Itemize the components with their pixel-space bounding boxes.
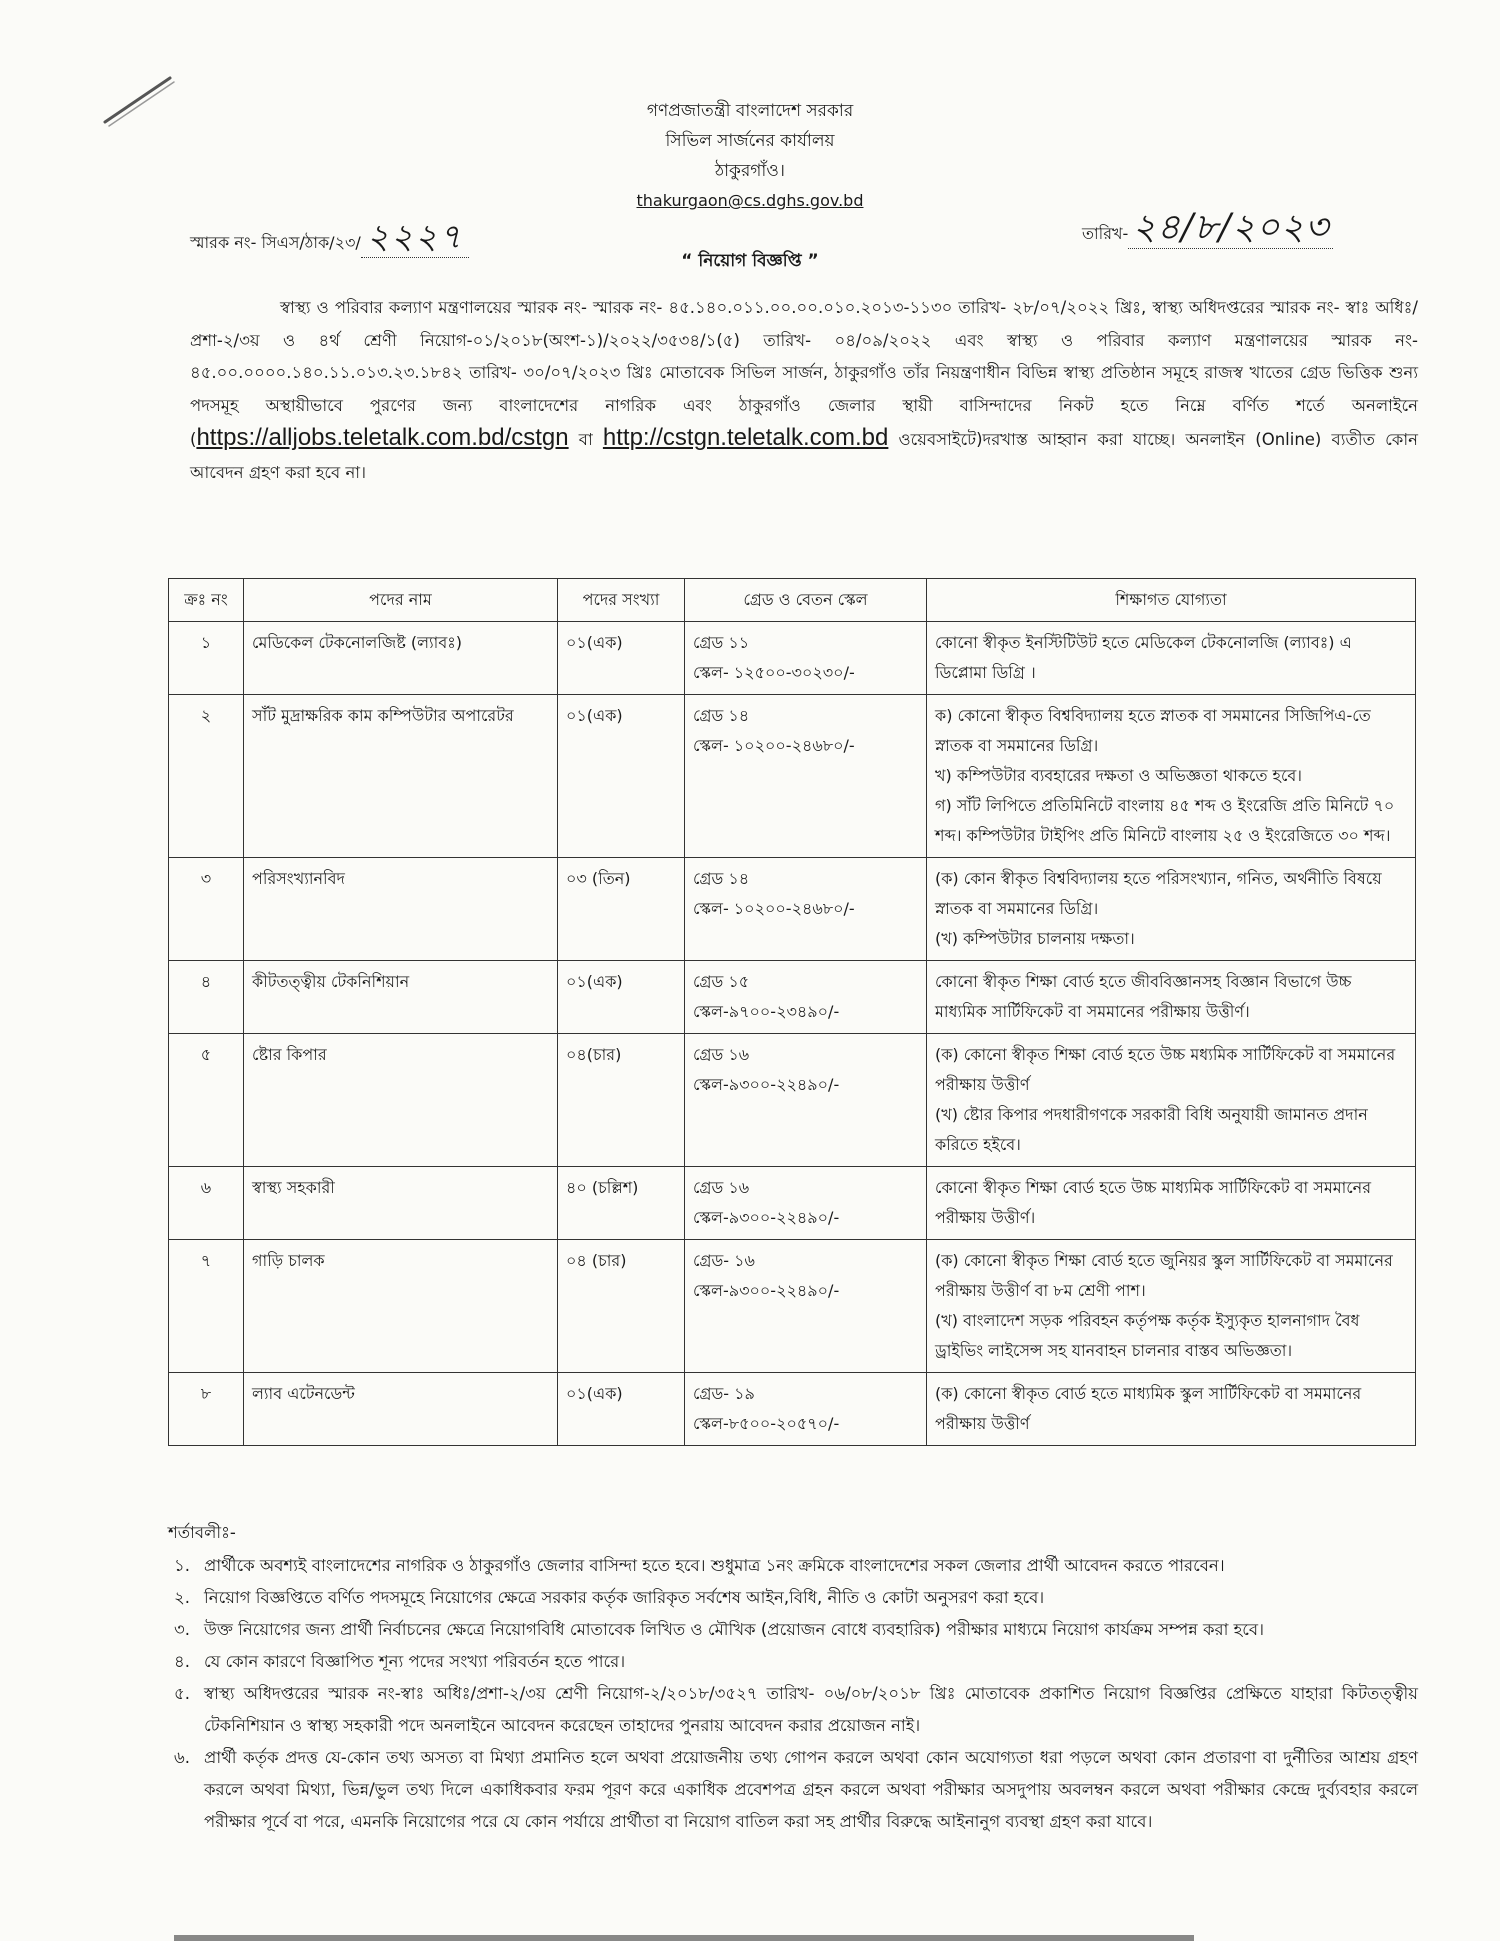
row-grade-scale (685, 1034, 927, 1167)
row-serial: ১ (169, 622, 244, 695)
row-scale: স্কেল-৯৭০০-২৩৪৯০/- (693, 1002, 840, 1021)
row-qualification (927, 961, 1416, 1034)
row-post-count: ০১(এক) (558, 1373, 685, 1446)
cut-off-text-line (174, 1930, 1194, 1941)
term-number: ১. (174, 1556, 190, 1575)
term-text: প্রার্থী কর্তৃক প্রদত্ত যে-কোন তথ্য অসত্য বা মিথ্যা প্রমানিত হলে অথবা প্রয়োজনীয় তথ্য গোপন করলে অথবা কোন অযোগ্যতা ধরা পড়লে অথবা কোন প্রতারণা বা দুর্নীতির আশ্রয় গ্রহণ করলে অথবা মিথ্যা, ভিন্ন/ভুল তথ্য দিলে একাধিকবার ফরম পূরণ করে একাধিক প্রবেশপত্র গ্রহন করলে অথবা পরীক্ষার অসদুপায় অবলম্বন করলে অথবা পরীক্ষার কেন্দ্রে দুর্ব্যবহার করলে পরীক্ষার পূর্বে বা পরে, এমনকি নিয়োগের পরে যে কোন পর্যায়ে প্রার্থীতা বা নিয়োগ বাতিল করা সহ প্রার্থীর বিরুদ্ধে আইনানুগ ব্যবস্থা গ্রহণ করা যাবে। (204, 1748, 1418, 1831)
term-text: নিয়োগ বিজ্ঞপ্তিতে বর্ণিত পদসমূহে নিয়োগের ক্ষেত্রে সরকার কর্তৃক জারিকৃত সর্বশেষ আইন,বিধি, নীতি ও কোটা অনুসরণ করা হবে। (204, 1588, 1045, 1607)
row-scale: স্কেল-৯৩০০-২২৪৯০/- (693, 1075, 840, 1094)
term-number: ৬. (174, 1748, 190, 1767)
memo-handwritten-number: ২২২৭ (361, 217, 469, 258)
table-header-row (169, 579, 1416, 622)
row-post-count: ০৩ (তিন) (558, 858, 685, 961)
alljobs-link[interactable]: https://alljobs.teletalk.com.bd/cstgn (196, 424, 569, 451)
row-serial: ৭ (169, 1240, 244, 1373)
intro-paragraph (190, 292, 1418, 489)
term-text: উক্ত নিয়োগের জন্য প্রার্থী নির্বাচনের ক্ষেত্রে নিয়োগবিধি মোতাবেক লিখিত ও মৌখিক (প্রয়োজন বোধে ব্যবহারিক) পরীক্ষার মাধ্যমে নিয়োগ কার্যক্রম সম্পন্ন করা হবে। (204, 1620, 1264, 1639)
handwritten-date: ২৪/৮/২০২৩ (1128, 207, 1333, 249)
col-post-name: পদের নাম (244, 579, 558, 622)
row-scale: স্কেল-৯৩০০-২২৪৯০/- (693, 1208, 840, 1227)
row-qualification (927, 622, 1416, 695)
terms-list (174, 1550, 1418, 1838)
term-item (174, 1550, 1418, 1582)
row-grade-scale (685, 858, 927, 961)
col-qualification: শিক্ষাগত যোগ্যতা (927, 579, 1416, 622)
qualification-line: খ) কম্পিউটার ব্যবহারের দক্ষতা ও অভিজ্ঞতা থাকতে হবে। (935, 766, 1303, 785)
row-grade: গ্রেড- ১৬ (693, 1251, 755, 1270)
cstgn-link[interactable]: http://cstgn.teletalk.com.bd (602, 424, 889, 451)
row-serial: ৫ (169, 1034, 244, 1167)
qualification-line: (ক) কোনো স্বীকৃত শিক্ষা বোর্ড হতে উচ্চ মধ্যমিক সার্টিফিকেট বা সমমানের পরীক্ষায় উত্তীর্ণ (935, 1045, 1396, 1094)
row-qualification (927, 1240, 1416, 1373)
row-qualification (927, 1034, 1416, 1167)
table-row (169, 695, 1416, 858)
row-qualification (927, 1373, 1416, 1446)
term-item (174, 1742, 1418, 1838)
intro-text-end: ওয়েবসাইটে)দরখাস্ত আহ্বান করা যাচ্ছে। অনলাইন (Online) ব্যতীত কোন আবেদন গ্রহণ করা হবে না। (190, 430, 1418, 482)
date-label: তারিখ- (1082, 224, 1129, 243)
table-row (169, 1240, 1416, 1373)
row-grade: গ্রেড ১৬ (693, 1045, 750, 1064)
office-name: সিভিল সার্জনের কার্যালয় (665, 131, 835, 151)
row-grade: গ্রেড ১৪ (693, 706, 750, 725)
row-grade-scale (685, 695, 927, 858)
table-row (169, 858, 1416, 961)
qualification-line: (ক) কোনো স্বীকৃত শিক্ষা বোর্ড হতে জুনিয়র স্কুল সার্টিফিকেট বা সমমানের পরীক্ষায় উত্তীর্ণ বা ৮ম শ্রেণী পাশ। (935, 1251, 1393, 1300)
row-scale: স্কেল-৮৫০০-২০৫৭০/- (693, 1414, 840, 1433)
row-grade: গ্রেড ১৬ (693, 1178, 750, 1197)
row-scale: স্কেল-৯৩০০-২২৪৯০/- (693, 1281, 840, 1300)
row-grade-scale (685, 1240, 927, 1373)
qualification-line: (খ) ষ্টোর কিপার পদধারীগণকে সরকারী বিধি অনুযায়ী জামানত প্রদান করিতে হইবে। (935, 1105, 1368, 1154)
term-text: প্রার্থীকে অবশ্যই বাংলাদেশের নাগরিক ও ঠাকুরগাঁও জেলার বাসিন্দা হতে হবে। শুধুমাত্র ১নং ক্রমিকে বাংলাদেশের সকল জেলার প্রার্থী আবেদন করতে পারবেন। (204, 1556, 1225, 1575)
qualification-line: কোনো স্বীকৃত ইনস্টিটিউট হতে মেডিকেল টেকনোলজি (ল্যাবঃ) এ ডিপ্লোমা ডিগ্রি । (935, 633, 1352, 682)
term-number: ৩. (174, 1620, 190, 1639)
table-row (169, 1373, 1416, 1446)
office-header (0, 96, 1500, 216)
row-serial: ২ (169, 695, 244, 858)
row-post-count: ৪০ (চল্লিশ) (558, 1167, 685, 1240)
col-serial: ক্রঃ নং (169, 579, 244, 622)
row-post-name: কীটতত্ত্বীয় টেকনিশিয়ান (244, 961, 558, 1034)
qualification-line: গ) সাঁট লিপিতে প্রতিমিনিটে বাংলায় ৪৫ শব্দ ও ইংরেজি প্রতি মিনিটে ৭০ শব্দ। কম্পিউটার টাইপিং প্রতি মিনিটে বাংলায় ২৫ ও ইংরেজিতে ৩০ শব্দ। (935, 796, 1395, 845)
col-post-count: পদের সংখ্যা (558, 579, 685, 622)
row-serial: ৬ (169, 1167, 244, 1240)
term-number: ৫. (174, 1684, 190, 1703)
row-post-count: ০১(এক) (558, 622, 685, 695)
row-post-name: ষ্টোর কিপার (244, 1034, 558, 1167)
term-text: যে কোন কারণে বিজ্ঞাপিত শূন্য পদের সংখ্যা পরিবর্তন হতে পারে। (204, 1652, 626, 1671)
terms-heading: শর্তাবলীঃ- (168, 1523, 236, 1542)
row-qualification (927, 1167, 1416, 1240)
term-number: ৪. (174, 1652, 190, 1671)
row-grade: গ্রেড ১৪ (693, 869, 750, 888)
qualification-line: ক) কোনো স্বীকৃত বিশ্ববিদ্যালয় হতে স্নাতক বা সমমানের সিজিপিএ-তে স্নাতক বা সমমানের ডিগ্রি। (935, 706, 1371, 755)
qualification-line: কোনো স্বীকৃত শিক্ষা বোর্ড হতে জীববিজ্ঞানসহ বিজ্ঞান বিভাগে উচ্চ মাধ্যমিক সার্টিফিকেট বা সমমানের পরীক্ষায় উত্তীর্ণ। (935, 972, 1352, 1021)
row-grade: গ্রেড ১১ (693, 633, 750, 652)
row-post-name: ল্যাব এটেনডেন্ট (244, 1373, 558, 1446)
row-post-count: ০১(এক) (558, 961, 685, 1034)
qualification-line: (খ) কম্পিউটার চালনায় দক্ষতা। (935, 929, 1135, 948)
table-row (169, 961, 1416, 1034)
row-scale: স্কেল- ১০২০০-২৪৬৮০/- (693, 736, 855, 755)
row-qualification (927, 858, 1416, 961)
intro-text: স্বাস্থ্য ও পরিবার কল্যাণ মন্ত্রণালয়ের স্মারক নং- স্মারক নং- ৪৫.১৪০.০১১.০০.০০.০১০.২০১৩-১১৩০ তারিখ- ২৮/০৭/২০২২ খ্রিঃ, স্বাস্থ্য অধিদপ্তরের স্মারক নং- স্বাঃ অধিঃ/প্রশা-২/৩য় ও ৪র্থ শ্রেণী নিয়োগ-০১/২০১৮(অংশ-১)/২০২২/৩৫৩৪/১(৫) তারিখ- ০৪/০৯/২০২২ এবং স্বাস্থ্য ও পরিবার কল্যাণ মন্ত্রণালয়ের স্মারক নং- ৪৫.০০.০০০০.১৪০.১১.০১৩.২৩.১৮৪২ তারিখ- ৩০/০৭/২০২৩ খ্রিঃ মোতাবেক সিভিল সার্জন, ঠাকুরগাঁও তাঁর নিয়ন্ত্রণাধীন বিভিন্ন স্বাস্থ্য প্রতিষ্ঠান সমূহে রাজস্ব খাতের গ্রেড ভিত্তিক শুন্য পদসমূহ অস্থায়ীভাবে পুরণের জন্য বাংলাদেশের নাগরিক এবং ঠাকুরগাঁও জেলার স্থায়ী বাসিন্দাদের নিকট হতে নিম্নে বর্ণিত শর্তে অনলাইনে ( (190, 298, 1418, 449)
row-grade-scale (685, 622, 927, 695)
memo-label: স্মারক নং- সিএস/ঠাক/২৩/ (190, 233, 361, 252)
qualification-line: (খ) বাংলাদেশ সড়ক পরিবহন কর্তৃপক্ষ কর্তৃক ইস্যুকৃত হালনাগাদ বৈধ ড্রাইভিং লাইসেন্স সহ যানবাহন চালনার বাস্তব অভিজ্ঞতা। (935, 1311, 1360, 1360)
row-serial: ৮ (169, 1373, 244, 1446)
row-grade: গ্রেড- ১৯ (693, 1384, 755, 1403)
row-post-name: গাড়ি চালক (244, 1240, 558, 1373)
notice-title: “ নিয়োগ বিজ্ঞপ্তি ” (681, 251, 819, 271)
term-item (174, 1646, 1418, 1678)
term-text: স্বাস্থ্য অধিদপ্তরের স্মারক নং-স্বাঃ অধিঃ/প্রশা-২/৩য় শ্রেণী নিয়োগ-২/২০১৮/৩৫২৭ তারিখ- ০৬/০৮/২০১৮ খ্রিঃ মোতাবেক প্রকাশিত নিয়োগ বিজ্ঞপ্তির প্রেক্ষিতে যাহারা কিটতত্ত্বীয় টেকনিশিয়ান ও স্বাস্থ্য সহকারী পদে অনলাইনে আবেদন করেছেন তাহাদের পুনরায় আবেদন করার প্রয়োজন নাই। (204, 1684, 1418, 1735)
vacancy-table (168, 578, 1416, 1446)
term-number: ২. (174, 1588, 190, 1607)
row-post-count: ০১(এক) (558, 695, 685, 858)
govt-name: গণপ্রজাতন্ত্রী বাংলাদেশ সরকার (646, 101, 854, 121)
term-item (174, 1678, 1418, 1742)
row-serial: ৪ (169, 961, 244, 1034)
office-location: ঠাকুরগাঁও। (715, 161, 785, 181)
or-text: বা (568, 430, 603, 449)
office-email-link[interactable]: thakurgaon@cs.dghs.gov.bd (636, 191, 864, 210)
row-post-count: ০৪(চার) (558, 1034, 685, 1167)
row-scale: স্কেল- ১০২০০-২৪৬৮০/- (693, 899, 855, 918)
term-item (174, 1582, 1418, 1614)
col-grade-scale: গ্রেড ও বেতন স্কেল (685, 579, 927, 622)
term-item (174, 1614, 1418, 1646)
qualification-line: (ক) কোনো স্বীকৃত বোর্ড হতে মাধ্যমিক স্কুল সার্টিফিকেট বা সমমানের পরীক্ষায় উত্তীর্ণ (935, 1384, 1362, 1433)
row-post-name: সাঁট মুদ্রাক্ষরিক কাম কম্পিউটার অপারেটর (244, 695, 558, 858)
table-row (169, 1034, 1416, 1167)
table-row (169, 622, 1416, 695)
row-post-count: ০৪ (চার) (558, 1240, 685, 1373)
row-scale: স্কেল- ১২৫০০-৩০২৩০/- (693, 663, 855, 682)
row-grade-scale (685, 1373, 927, 1446)
table-row (169, 1167, 1416, 1240)
qualification-line: কোনো স্বীকৃত শিক্ষা বোর্ড হতে উচ্চ মাধ্যমিক সার্টিফিকেট বা সমমানের পরীক্ষায় উত্তীর্ণ। (935, 1178, 1372, 1227)
row-qualification (927, 695, 1416, 858)
qualification-line: (ক) কোন স্বীকৃত বিশ্ববিদ্যালয় হতে পরিসংখ্যান, গনিত, অর্থনীতি বিষয়ে স্নাতক বা সমমানের ডিগ্রি। (935, 869, 1382, 918)
row-serial: ৩ (169, 858, 244, 961)
row-post-name: মেডিকেল টেকনোলজিষ্ট (ল্যাবঃ) (244, 622, 558, 695)
row-grade-scale (685, 1167, 927, 1240)
row-post-name: স্বাস্থ্য সহকারী (244, 1167, 558, 1240)
row-post-name: পরিসংখ্যানবিদ (244, 858, 558, 961)
row-grade: গ্রেড ১৫ (693, 972, 750, 991)
row-grade-scale (685, 961, 927, 1034)
